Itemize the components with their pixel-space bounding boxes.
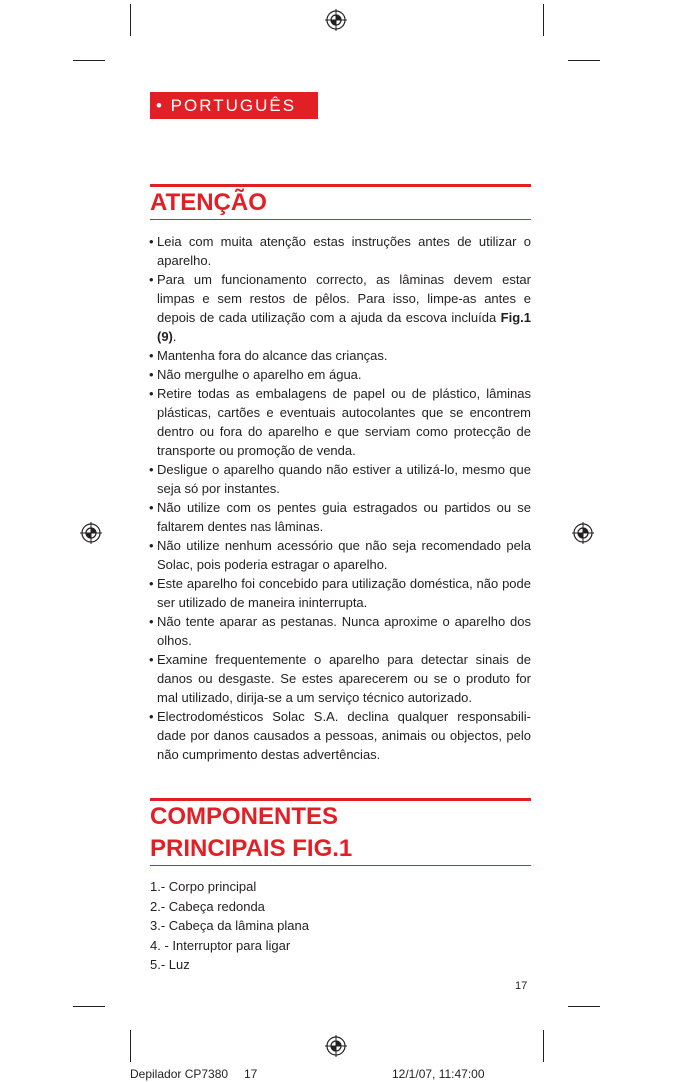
registration-mark-icon bbox=[325, 1035, 347, 1057]
crop-mark bbox=[568, 60, 600, 61]
attention-heading: ATENÇÃO bbox=[150, 189, 267, 216]
list-item: • Electrodomésticos Solac S.A. declina qualquer responsabili-dade por danos causados a pessoas, animais ou objectos, pelo não cumprimento destas advertências. bbox=[150, 707, 531, 764]
list-item: 4. - Interruptor para ligar bbox=[150, 937, 291, 953]
list-item: 3.- Cabeça da lâmina plana bbox=[150, 918, 309, 933]
crop-mark bbox=[543, 1030, 544, 1062]
attention-section-header bbox=[150, 184, 531, 220]
registration-mark-icon bbox=[572, 522, 594, 544]
list-item: • Este aparelho foi concebido para utilização doméstica, não pode ser utilizado de maneira ininterrupta. bbox=[150, 574, 531, 612]
list-item-text: Para um funcionamento correcto, as lâminas devem estar limpas e sem restos de pêlos. Para isso, limpe-as antes e depois de cada utilização com a ajuda da escova incluída bbox=[157, 272, 531, 325]
language-tab: • PORTUGUÊS bbox=[150, 92, 318, 119]
section-rule-bottom bbox=[150, 219, 531, 220]
list-item: • Não utilize nenhum acessório que não seja recomendado pela Solac, pois poderia estragar o aparelho. bbox=[150, 536, 531, 574]
figure-reference: Fig.1 (9) bbox=[157, 310, 531, 344]
crop-mark bbox=[543, 4, 544, 36]
list-item: • Retire todas as embalagens de papel ou de plástico, lâminas plásticas, cartões e eventuais autocolantes que se encontrem dentro ou fora do aparelho e que serviam como protecção de transporte ou promoção de venda. bbox=[150, 384, 531, 460]
crop-mark bbox=[130, 1030, 131, 1062]
footer-timestamp: 12/1/07, 11:47:00 bbox=[392, 1067, 485, 1081]
registration-mark-icon bbox=[325, 9, 347, 31]
section-rule-bottom bbox=[150, 865, 531, 866]
list-item: • Mantenha fora do alcance das crianças. bbox=[150, 346, 531, 365]
list-item: • Não tente aparar as pestanas. Nunca aproxime o aparelho dos olhos. bbox=[150, 612, 531, 650]
warnings-list bbox=[150, 232, 531, 764]
crop-mark bbox=[130, 4, 131, 36]
list-item: 5.- Luz bbox=[150, 957, 190, 972]
list-item: 2.- Cabeça redonda bbox=[150, 898, 265, 914]
footer-file-page: 17 bbox=[244, 1067, 258, 1081]
components-heading-line2: PRINCIPAIS FIG.1 bbox=[150, 835, 353, 862]
footer-file-label: Depilador CP7380 bbox=[130, 1067, 229, 1081]
list-item: • Examine frequentemente o aparelho para detectar sinais de danos ou desgaste. Se estes aparecerem ou se o produto for mal utilizado, dirija-se a um serviço técnico autorizado. bbox=[150, 650, 531, 707]
list-item: 1.- Corpo principal bbox=[150, 879, 257, 894]
components-heading-line1: COMPONENTES bbox=[150, 803, 339, 830]
figure-reference-suffix: . bbox=[172, 329, 177, 344]
components-section-header bbox=[150, 798, 531, 866]
crop-mark bbox=[568, 1006, 600, 1007]
list-item: • Não utilize com os pentes guia estragados ou partidos ou se faltarem dentes nas lâminas. bbox=[150, 498, 531, 536]
components-heading bbox=[150, 801, 531, 865]
registration-mark-icon bbox=[80, 522, 102, 544]
list-item: • Leia com muita atenção estas instruções antes de utilizar o aparelho. bbox=[150, 232, 531, 270]
list-item: • Não mergulhe o aparelho em água. bbox=[150, 365, 531, 384]
crop-mark bbox=[73, 1006, 105, 1007]
list-item: • Desligue o aparelho quando não estiver a utilizá-lo, mesmo que seja só por instantes. bbox=[150, 460, 531, 498]
list-item bbox=[150, 270, 531, 346]
page-number: 17 bbox=[515, 980, 528, 992]
crop-mark bbox=[73, 60, 105, 61]
components-list bbox=[150, 877, 531, 975]
